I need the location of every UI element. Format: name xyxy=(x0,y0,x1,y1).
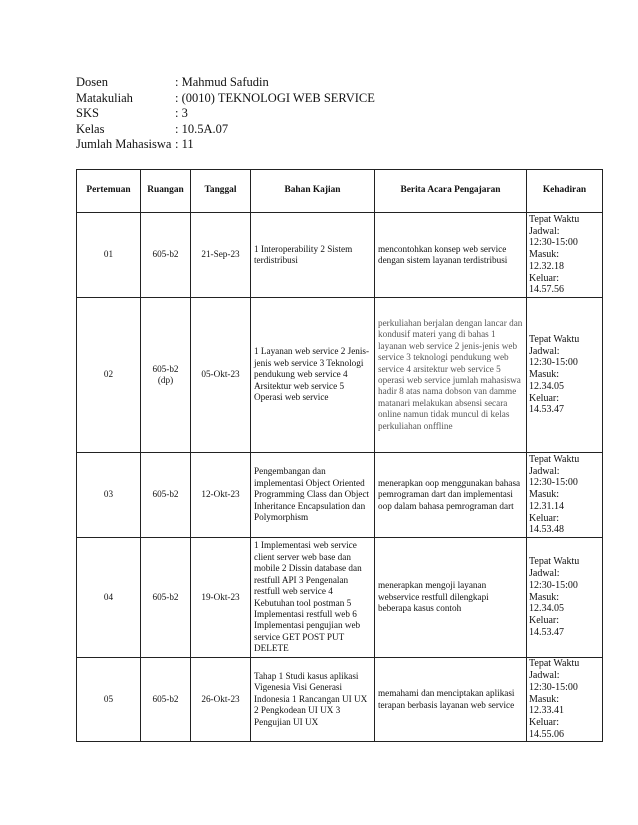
field-value: : 10.5A.07 xyxy=(175,121,229,136)
kehadiran-masuk-value: 12.32.18 xyxy=(529,260,564,272)
kehadiran-jadwal-label: Jadwal: xyxy=(529,465,560,477)
kehadiran-jadwal-value: 12:30-15:00 xyxy=(529,477,578,489)
kehadiran-keluar-value: 14.53.47 xyxy=(529,404,564,416)
kehadiran-masuk-value: 12.31.14 xyxy=(529,500,564,512)
cell-berita-acara: memahami dan menciptakan aplikasi terapan berbasis layanan web service xyxy=(375,658,527,742)
table-header-row xyxy=(77,170,603,213)
header-row-kelas xyxy=(76,122,375,138)
kehadiran-keluar-label: Keluar: xyxy=(529,512,559,524)
kehadiran-masuk-value: 12.34.05 xyxy=(529,380,564,392)
kehadiran-status: Tepat Waktu xyxy=(529,556,580,568)
cell-bahan-kajian: 1 Implementasi web service client server web base dan mobile 2 Dissin database dan restfull API 3 Pengenalan restfull web service 4 Kebutuhan tool postman 5 Implementasi restfull web 6 Implementasi pengujian web service GET POST PUT DELETE xyxy=(251,538,375,658)
field-value: : Mahmud Safudin xyxy=(175,75,269,89)
cell-pertemuan: 03 xyxy=(77,453,141,538)
kehadiran-masuk-label: Masuk: xyxy=(529,693,559,705)
kehadiran-jadwal-label: Jadwal: xyxy=(529,345,560,357)
attendance-table xyxy=(76,169,603,742)
kehadiran-masuk-label: Masuk: xyxy=(529,489,559,501)
kehadiran-keluar-label: Keluar: xyxy=(529,615,559,627)
ruangan-note: (dp) xyxy=(157,375,174,385)
cell-ruangan xyxy=(141,213,191,298)
kehadiran-keluar-label: Keluar: xyxy=(529,717,559,729)
cell-tanggal: 12-Okt-23 xyxy=(191,453,251,538)
kehadiran-masuk-label: Masuk: xyxy=(529,249,559,261)
column-header-kehadiran: Kehadiran xyxy=(527,170,603,213)
cell-kehadiran xyxy=(527,213,603,298)
cell-kehadiran xyxy=(527,453,603,538)
cell-pertemuan: 05 xyxy=(77,658,141,742)
kehadiran-jadwal-value: 12:30-15:00 xyxy=(529,237,578,249)
cell-pertemuan: 04 xyxy=(77,538,141,658)
field-value: : 11 xyxy=(175,137,194,151)
header-row-dosen xyxy=(76,75,375,91)
ruangan-value: 605-b2 xyxy=(152,249,179,260)
ruangan-value: 605-b2 xyxy=(152,693,179,704)
cell-tanggal: 19-Okt-23 xyxy=(191,538,251,658)
cell-berita-acara: menerapkan oop menggunakan bahasa pemrograman dart dan implementasi oop dalam bahasa pemrograman dart xyxy=(375,453,527,538)
document-header xyxy=(76,75,375,153)
table-row xyxy=(77,538,603,658)
ruangan-value: 605-b2 xyxy=(152,363,179,374)
column-header-berita-acara: Berita Acara Pengajaran xyxy=(375,170,527,213)
cell-tanggal: 26-Okt-23 xyxy=(191,658,251,742)
header-row-jumlah-mahasiswa xyxy=(76,137,375,153)
kehadiran-masuk-value: 12.33.41 xyxy=(529,705,564,717)
field-label: Dosen xyxy=(76,75,108,89)
kehadiran-jadwal-label: Jadwal: xyxy=(529,568,560,579)
column-header-bahan-kajian: Bahan Kajian xyxy=(251,170,375,213)
cell-bahan-kajian: Pengembangan dan implementasi Object Oriented Programming Class dan Object Inheritance Encapsulation dan Polymorphism xyxy=(251,453,375,538)
cell-bahan-kajian: Tahap 1 Studi kasus aplikasi Vigenesia Visi Generasi Indonesia 1 Rancangan UI UX 2 Pengkodean UI UX 3 Pengujian UI UX xyxy=(251,658,375,742)
kehadiran-status: Tepat Waktu xyxy=(529,213,580,225)
kehadiran-status: Tepat Waktu xyxy=(529,453,580,465)
field-label: Jumlah Mahasiswa xyxy=(76,137,172,151)
field-label: Matakuliah xyxy=(76,90,133,105)
field-value: : (0010) TEKNOLOGI WEB SERVICE xyxy=(175,90,375,105)
table-row xyxy=(77,213,603,298)
column-header-ruangan: Ruangan xyxy=(141,170,191,213)
ruangan-value: 605-b2 xyxy=(152,489,179,500)
cell-bahan-kajian: 1 Layanan web service 2 Jenis-jenis web service 3 Teknologi pendukung web service 4 Arsitektur web service 5 Operasi web service xyxy=(251,298,375,453)
cell-berita-acara: perkuliahan berjalan dengan lancar dan kondusif materi yang di bahas 1 layanan web service 2 jenis-jenis web service 3 teknologi pendukung web service 4 arsitektur web service 5 operasi web service jumlah mahasiswa hadir 8 atas nama dobson van damme matanari melakukan absensi secara online namun tidak muncul di kelas perkuliahan onffline xyxy=(375,298,527,453)
cell-ruangan xyxy=(141,298,191,453)
kehadiran-status: Tepat Waktu xyxy=(529,333,580,345)
column-header-tanggal: Tanggal xyxy=(191,170,251,213)
kehadiran-keluar-value: 14.55.06 xyxy=(529,728,564,740)
cell-kehadiran xyxy=(527,298,603,453)
kehadiran-keluar-label: Keluar: xyxy=(529,392,559,404)
kehadiran-keluar-value: 14.57.56 xyxy=(529,284,564,296)
cell-berita-acara: menerapkan mengoji layanan webservice restfull dilengkapi beberapa kasus contoh xyxy=(375,538,527,658)
cell-kehadiran xyxy=(527,538,603,658)
kehadiran-keluar-label: Keluar: xyxy=(529,272,559,284)
kehadiran-keluar-value: 14.53.48 xyxy=(529,524,564,536)
table-row xyxy=(77,453,603,538)
table-row xyxy=(77,658,603,742)
field-label: SKS xyxy=(76,106,99,120)
field-value: : 3 xyxy=(175,106,188,120)
cell-ruangan xyxy=(141,538,191,658)
header-row-sks xyxy=(76,106,375,122)
cell-kehadiran xyxy=(527,658,603,742)
cell-berita-acara: mencontohkan konsep web service dengan sistem layanan terdistribusi xyxy=(375,213,527,298)
column-header-pertemuan: Pertemuan xyxy=(77,170,141,213)
table-row xyxy=(77,298,603,453)
cell-pertemuan: 01 xyxy=(77,213,141,298)
kehadiran-masuk-label: Masuk: xyxy=(529,591,559,603)
kehadiran-jadwal-label: Jadwal: xyxy=(529,225,560,237)
ruangan-value: 605-b2 xyxy=(152,591,179,602)
kehadiran-jadwal-value: 12:30-15:00 xyxy=(529,357,578,369)
kehadiran-status: Tepat Waktu xyxy=(529,658,580,670)
cell-tanggal: 05-Okt-23 xyxy=(191,298,251,453)
kehadiran-jadwal-value: 12:30-15:00 xyxy=(529,579,578,591)
kehadiran-masuk-value: 12.34.05 xyxy=(529,603,564,615)
kehadiran-jadwal-label: Jadwal: xyxy=(529,670,560,681)
cell-ruangan xyxy=(141,658,191,742)
kehadiran-jadwal-value: 12:30-15:00 xyxy=(529,681,578,693)
kehadiran-keluar-value: 14.53.47 xyxy=(529,626,564,638)
cell-tanggal: 21-Sep-23 xyxy=(191,213,251,298)
field-label: Kelas xyxy=(76,121,105,136)
header-row-matakuliah xyxy=(76,91,375,107)
cell-bahan-kajian: 1 Interoperability 2 Sistem terdistribusi xyxy=(251,213,375,298)
cell-ruangan xyxy=(141,453,191,538)
kehadiran-masuk-label: Masuk: xyxy=(529,369,559,381)
cell-pertemuan: 02 xyxy=(77,298,141,453)
